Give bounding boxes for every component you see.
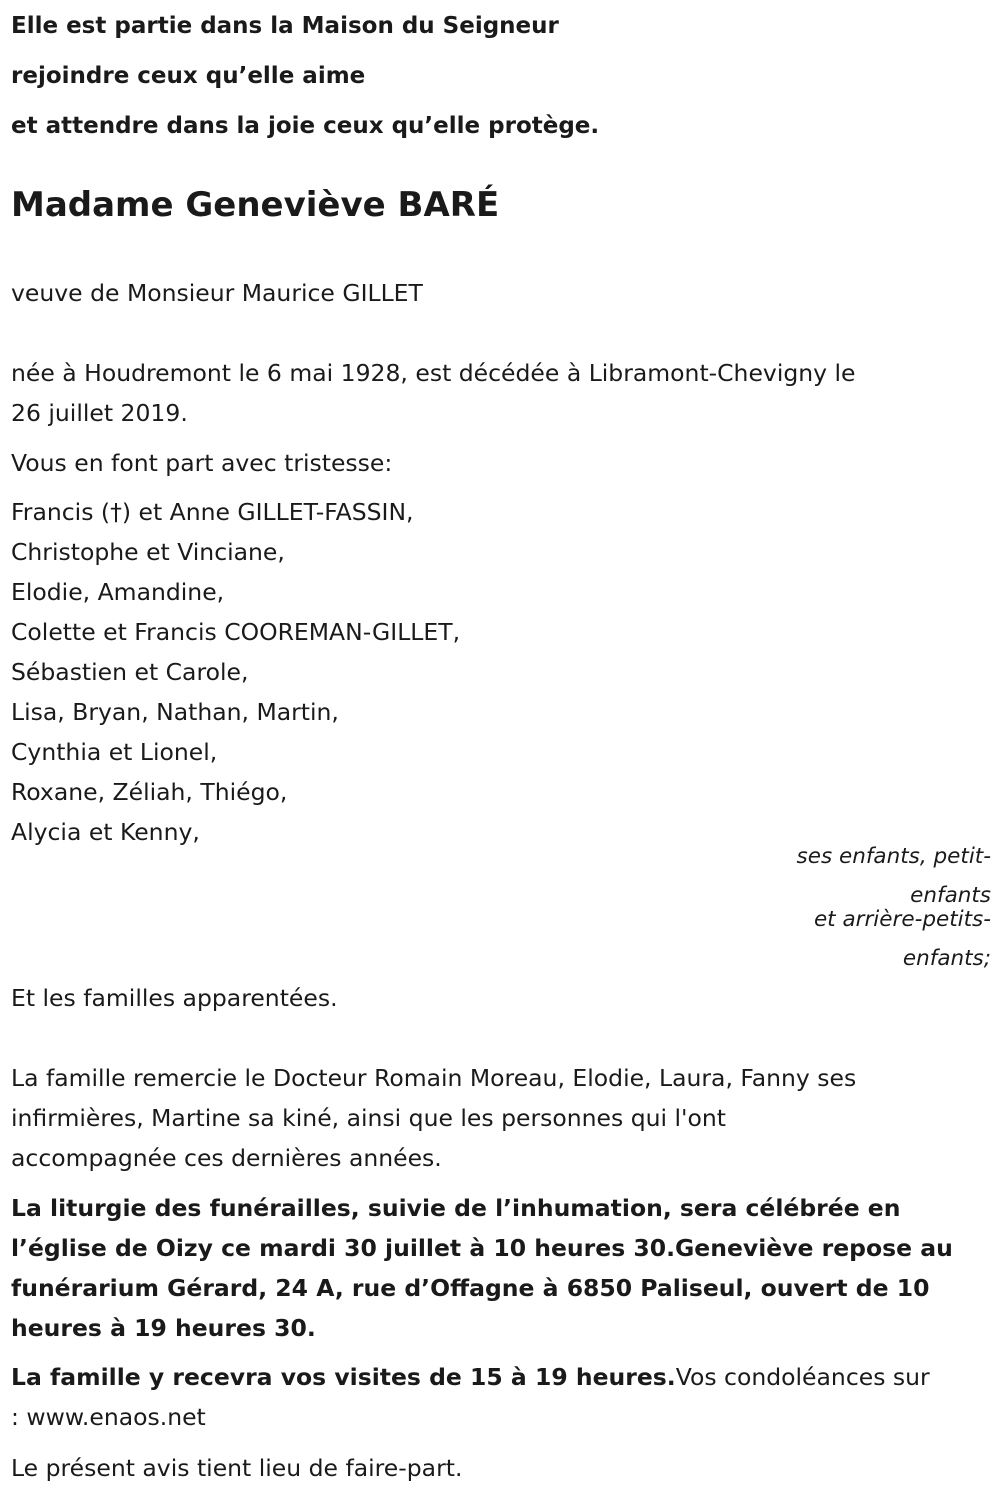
funeral-line-3: funérarium Gérard, 24 A, rue d’Offagne à 6850 Paliseul, ouvert de 10 bbox=[11, 1274, 930, 1302]
announce-text: Vous en font part avec tristesse: bbox=[11, 449, 393, 477]
deceased-name: Madame Geneviève BARÉ bbox=[11, 185, 500, 225]
birth-death-line-2: 26 juillet 2019. bbox=[11, 399, 188, 427]
condolences-website: : www.enaos.net bbox=[11, 1403, 206, 1431]
thanks-line-3: accompagnée ces dernières années. bbox=[11, 1144, 442, 1172]
thanks-line-2: infirmières, Martine sa kiné, ainsi que les personnes qui l'ont bbox=[11, 1104, 726, 1132]
family-line: Colette et Francis COOREMAN-GILLET, bbox=[11, 618, 461, 646]
visits-line-1 bbox=[11, 1362, 930, 1392]
relation-line-4: enfants; bbox=[902, 946, 991, 971]
notice-text: Le présent avis tient lieu de faire-part. bbox=[11, 1454, 463, 1482]
families-related-text: Et les familles apparentées. bbox=[11, 984, 338, 1012]
relation-caption-2 bbox=[731, 900, 991, 978]
epigraph-line-3: et attendre dans la joie ceux qu’elle protège. bbox=[11, 113, 600, 139]
condolences-text: Vos condoléances sur bbox=[675, 1363, 930, 1391]
family-line: Elodie, Amandine, bbox=[11, 578, 225, 606]
family-line: Alycia et Kenny, bbox=[11, 818, 200, 846]
visits-hours-text: La famille y recevra vos visites de 15 à 19 heures. bbox=[11, 1363, 676, 1391]
relation-line-3: et arrière-petits- bbox=[813, 907, 991, 932]
relation-line-2: enfants bbox=[910, 883, 991, 908]
widow-of-text: veuve de Monsieur Maurice GILLET bbox=[11, 279, 423, 307]
funeral-line-2: l’église de Oizy ce mardi 30 juillet à 10 heures 30.Geneviève repose au bbox=[11, 1234, 953, 1262]
birth-death-line-1: née à Houdremont le 6 mai 1928, est décédée à Libramont-Chevigny le bbox=[11, 359, 856, 387]
thanks-line-1: La famille remercie le Docteur Romain Moreau, Elodie, Laura, Fanny ses bbox=[11, 1064, 857, 1092]
funeral-line-4: heures à 19 heures 30. bbox=[11, 1314, 316, 1342]
family-line: Francis (†) et Anne GILLET-FASSIN, bbox=[11, 498, 414, 526]
family-line: Sébastien et Carole, bbox=[11, 658, 249, 686]
epigraph-line-2: rejoindre ceux qu’elle aime bbox=[11, 63, 366, 89]
funeral-line-1: La liturgie des funérailles, suivie de l’inhumation, sera célébrée en bbox=[11, 1194, 901, 1222]
family-line: Roxane, Zéliah, Thiégo, bbox=[11, 778, 288, 806]
relation-line-1: ses enfants, petit- bbox=[796, 844, 991, 869]
epigraph-line-1: Elle est partie dans la Maison du Seigneur bbox=[11, 13, 559, 39]
family-line: Christophe et Vinciane, bbox=[11, 538, 285, 566]
family-line: Cynthia et Lionel, bbox=[11, 738, 218, 766]
family-line: Lisa, Bryan, Nathan, Martin, bbox=[11, 698, 339, 726]
